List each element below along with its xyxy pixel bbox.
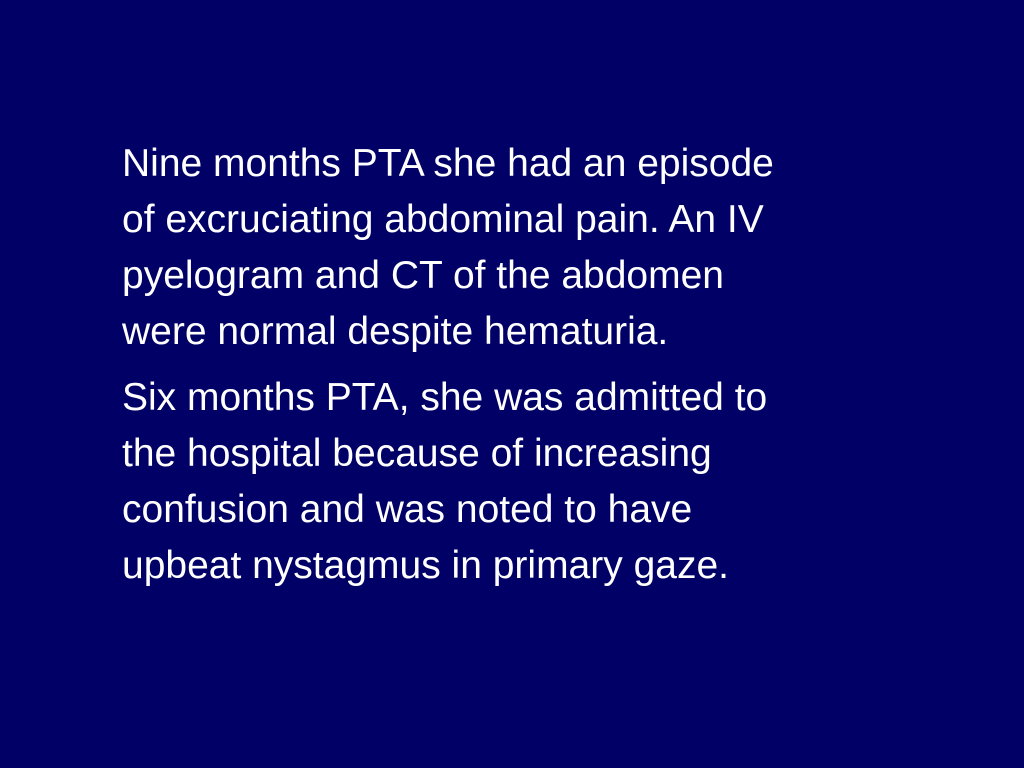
text-line: Nine months PTA she had an episode bbox=[122, 142, 774, 185]
paragraph-nine-months bbox=[122, 136, 912, 360]
text-line: were normal despite hematuria. bbox=[122, 310, 669, 353]
paragraph-six-months bbox=[122, 370, 912, 594]
slide-body bbox=[122, 136, 912, 604]
text-line: pyelogram and CT of the abdomen bbox=[122, 254, 724, 297]
text-line: confusion and was noted to have bbox=[122, 488, 693, 531]
text-line: upbeat nystagmus in primary gaze. bbox=[122, 544, 729, 587]
text-line: the hospital because of increasing bbox=[122, 432, 712, 475]
text-line: of excruciating abdominal pain. An IV bbox=[122, 198, 764, 241]
text-line: Six months PTA, she was admitted to bbox=[122, 376, 768, 419]
